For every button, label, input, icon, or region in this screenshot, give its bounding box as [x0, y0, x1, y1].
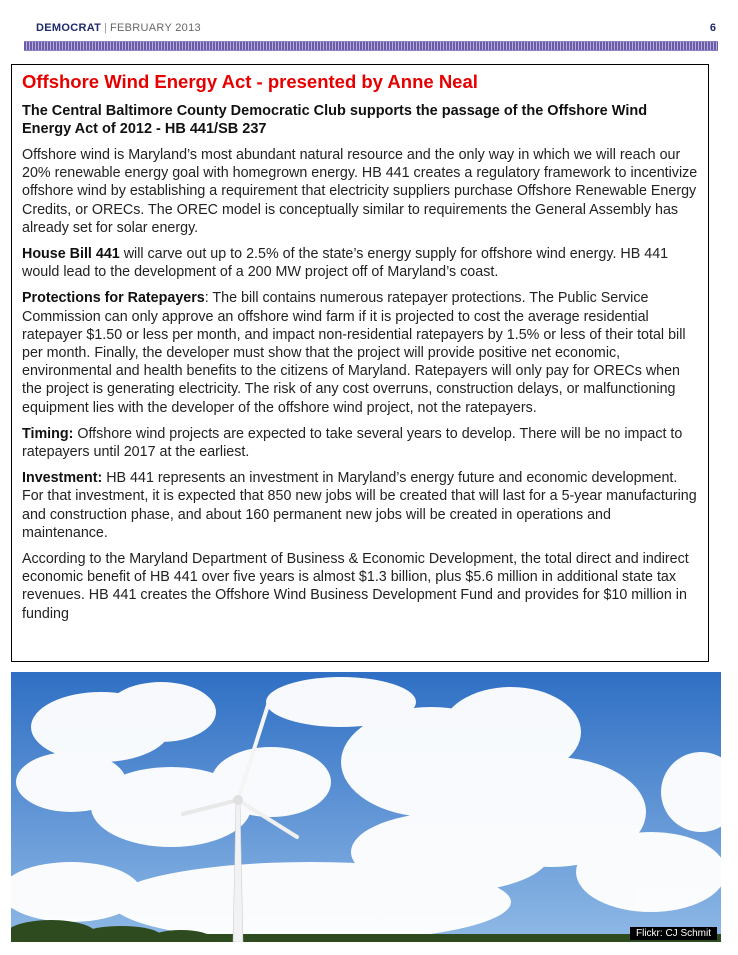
article-lead: The Central Baltimore County Democratic Club supports the passage of the Offshore Wind Energy Act of 2012 - HB 441/SB 237 — [22, 103, 648, 137]
header-separator: | — [104, 22, 107, 34]
wind-turbine-photo — [11, 672, 721, 942]
house-bill-label: House Bill 441 — [22, 246, 120, 263]
timing-paragraph — [22, 425, 698, 461]
protections-text: : The bill contains numerous ratepayer protections. The Public Service Commission can only approve an offshore wind farm if it is projected to cost the average residential ratepayer $1.50 or less per month, and impact non-residential ratepayers by 1.5% or less of their total bill per month. Finally, the developer must show that the project will provide positive net economic, environmental and health benefits to the citizens of Maryland. Ratepayers will only pay for ORECs when the project is generating electricity. The risk of any cost overruns, construction delays, or malfunctioning equipment lies with the developer of the offshore wind project, not the ratepayers. — [22, 290, 686, 416]
closing-paragraph: According to the Maryland Department of Business & Economic Development, the total direct and indirect economic benefit of HB 441 over five years is almost $1.3 billion, plus $5.6 million in additional state tax revenues. HB 441 creates the Offshore Wind Business Development Fund and provides for $10 million in funding — [22, 551, 689, 622]
issue-date: FEBRUARY 2013 — [110, 22, 201, 34]
investment-paragraph — [22, 469, 698, 542]
page-header — [36, 22, 716, 38]
page-number: 6 — [709, 22, 716, 34]
timing-text: Offshore wind projects are expected to take several years to develop. There will be no impact to ratepayers until 2017 at the earliest. — [22, 425, 683, 461]
investment-text: HB 441 represents an investment in Maryland’s energy future and economic development. For that investment, it is expected that 850 new jobs will be created that will last for a 5-year manufacturing and construction phase, and about 160 permanent new jobs will be created in operations and maintenance. — [22, 470, 697, 541]
protections-paragraph — [22, 289, 698, 416]
photo-credit: Flickr: CJ Schmit — [630, 927, 717, 940]
house-bill-paragraph — [22, 245, 698, 281]
photo-illustration — [11, 672, 721, 942]
investment-label: Investment: — [22, 470, 103, 487]
article-box — [11, 64, 709, 662]
publication-name: DEMOCRAT — [36, 22, 102, 34]
intro-paragraph: Offshore wind is Maryland’s most abundant natural resource and the only way in which we will reach our 20% renewable energy goal with homegrown energy. HB 441 creates a regulatory framework to incentivize offshore wind by establishing a requirement that electricity suppliers purchase Offshore Renewable Energy Credits, or ORECs. The OREC model is conceptually similar to requirements the General Assembly has already set for solar energy. — [22, 147, 698, 236]
timing-label: Timing: — [22, 425, 74, 442]
header-rule — [24, 41, 718, 51]
article-title: Offshore Wind Energy Act - presented by Anne Neal — [22, 71, 478, 92]
protections-label: Protections for Ratepayers — [22, 290, 205, 307]
house-bill-text: will carve out up to 2.5% of the state’s energy supply for offshore wind energy. HB 441 would lead to the development of a 200 MW project off of Maryland’s coast. — [22, 246, 669, 281]
